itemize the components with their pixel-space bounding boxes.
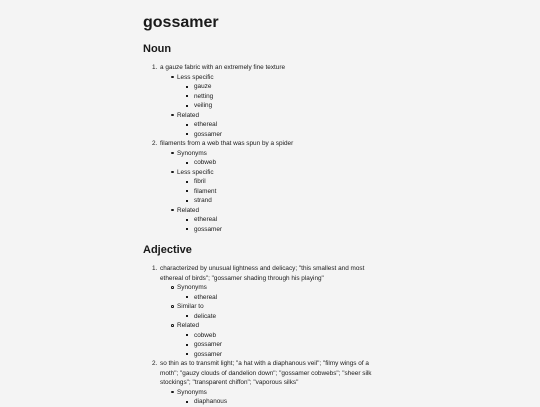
hollow-bullet-icon <box>171 152 174 155</box>
related-word: veiling <box>194 102 213 109</box>
relation-group-label: Synonyms <box>177 388 207 396</box>
square-bullet-icon <box>186 344 188 346</box>
relation-group-label: Related <box>177 322 200 329</box>
square-bullet-icon <box>186 190 188 192</box>
relation-group-label: Less specific <box>177 168 214 176</box>
sense-definition-line: a gauze fabric with an extremely fine texture <box>160 64 286 71</box>
related-word: filament <box>194 187 217 195</box>
related-word: gossamer <box>194 350 223 358</box>
square-bullet-icon <box>186 219 188 221</box>
related-word: cobweb <box>194 159 217 166</box>
square-bullet-icon <box>186 296 188 298</box>
related-word: gauze <box>194 83 212 90</box>
related-word: gossamer <box>194 341 223 348</box>
square-bullet-icon <box>186 315 188 317</box>
hollow-bullet-icon <box>171 391 174 394</box>
relation-group-label: Related <box>177 111 200 119</box>
related-word: diaphanous <box>194 398 228 405</box>
sense-number: 1. <box>152 64 158 71</box>
related-word: cobweb <box>194 331 217 339</box>
page-title: gossamer <box>143 14 219 31</box>
square-bullet-icon <box>186 228 188 230</box>
section-heading: Noun <box>143 43 172 55</box>
relation-group-label: Synonyms <box>177 149 207 157</box>
sense-definition-line: characterized by unusual lightness and delicacy; "this smallest and most <box>160 265 365 272</box>
sense-number: 2. <box>152 360 158 367</box>
sense-definition-line: so thin as to transmit light; "a hat with a diaphanous veil"; "filmy wings of a <box>160 360 369 367</box>
sense-definition-line: stockings"; "transparent chiffon"; "vaporous silks" <box>160 379 299 386</box>
square-bullet-icon <box>186 86 188 88</box>
square-bullet-icon <box>186 124 188 126</box>
square-bullet-icon <box>186 95 188 97</box>
square-bullet-icon <box>186 133 188 135</box>
square-bullet-icon <box>186 353 188 355</box>
sense-definition-line: filaments from a web that was spun by a spider <box>160 140 294 147</box>
related-word: delicate <box>194 312 217 320</box>
related-word: strand <box>194 197 212 204</box>
square-bullet-icon <box>186 334 188 336</box>
section-heading: Adjective <box>143 244 192 256</box>
hollow-bullet-icon <box>171 209 174 212</box>
related-word: ethereal <box>194 121 218 128</box>
hollow-bullet-icon <box>171 76 174 79</box>
square-bullet-icon <box>186 105 188 107</box>
sense-definition-line: ethereal of birds"; "gossamer shading through his playing" <box>160 274 324 282</box>
relation-group-label: Less specific <box>177 73 214 81</box>
square-bullet-icon <box>186 200 188 202</box>
sense-number: 1. <box>152 265 158 272</box>
relation-group-label: Synonyms <box>177 284 207 291</box>
related-word: ethereal <box>194 293 218 301</box>
related-word: gossamer <box>194 225 223 233</box>
related-word: netting <box>194 92 214 100</box>
hollow-bullet-icon <box>171 324 174 327</box>
square-bullet-icon <box>186 181 188 183</box>
hollow-bullet-icon <box>171 286 174 289</box>
relation-group-label: Related <box>177 206 200 214</box>
sense-definition-line: moth"; "gauzy clouds of dandelion down"; "gossamer cobwebs"; "sheer silk <box>160 369 372 377</box>
relation-group-label: Similar to <box>177 303 204 310</box>
related-word: fibril <box>194 178 206 185</box>
hollow-bullet-icon <box>171 114 174 117</box>
related-word: ethereal <box>194 216 218 223</box>
square-bullet-icon <box>186 401 188 403</box>
hollow-bullet-icon <box>171 171 174 174</box>
square-bullet-icon <box>186 162 188 164</box>
related-word: gossamer <box>194 130 223 138</box>
sense-number: 2. <box>152 140 158 147</box>
hollow-bullet-icon <box>171 305 174 308</box>
